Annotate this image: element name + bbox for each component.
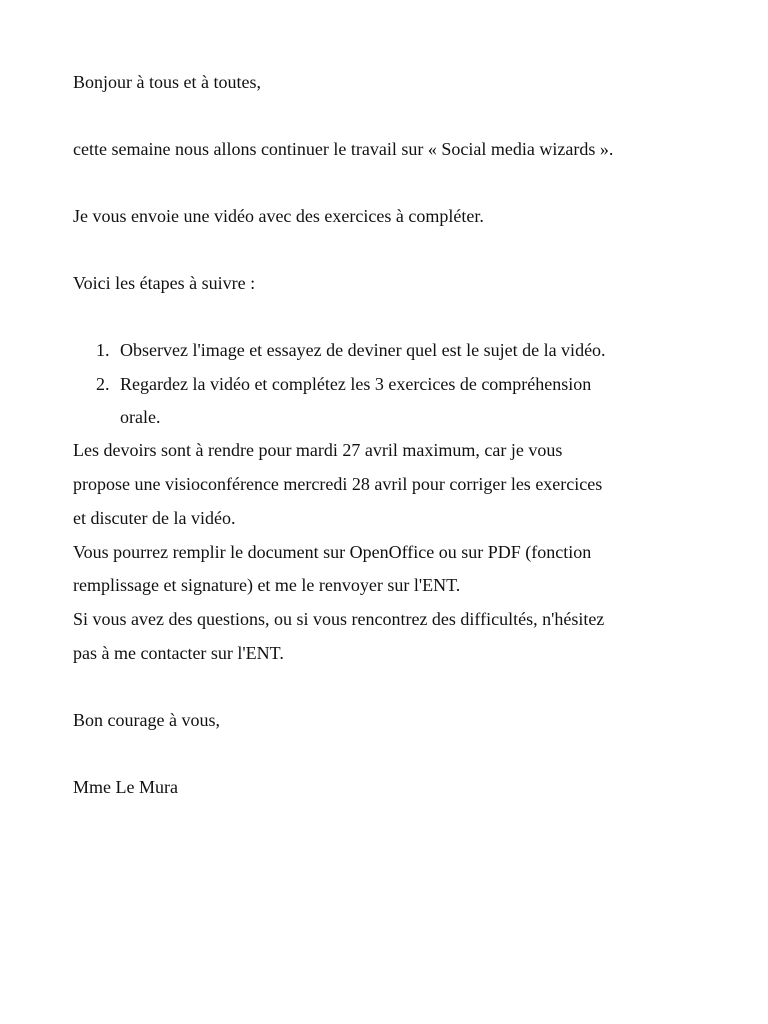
body-line: Si vous avez des questions, ou si vous rencontrez des difficultés, n'hésitez <box>73 609 605 629</box>
step-number: 2. <box>96 374 110 394</box>
intro-paragraph: cette semaine nous allons continuer le travail sur « Social media wizards ». <box>73 139 614 159</box>
signature: Mme Le Mura <box>73 777 178 797</box>
closing: Bon courage à vous, <box>73 710 220 730</box>
body-line: Vous pourrez remplir le document sur OpenOffice ou sur PDF (fonction <box>73 542 592 562</box>
body-line: Les devoirs sont à rendre pour mardi 27 avril maximum, car je vous <box>73 440 563 460</box>
step-number: 1. <box>96 340 110 360</box>
video-paragraph: Je vous envoie une vidéo avec des exercices à compléter. <box>73 206 484 226</box>
step-text: Observez l'image et essayez de deviner quel est le sujet de la vidéo. <box>120 340 606 360</box>
step-text-continued: orale. <box>120 407 161 427</box>
body-line: remplissage et signature) et me le renvoyer sur l'ENT. <box>73 575 461 595</box>
body-line: propose une visioconférence mercredi 28 avril pour corriger les exercices <box>73 474 603 494</box>
steps-intro: Voici les étapes à suivre : <box>73 273 256 293</box>
greeting: Bonjour à tous et à toutes, <box>73 72 261 92</box>
body-line: pas à me contacter sur l'ENT. <box>73 643 284 663</box>
body-line: et discuter de la vidéo. <box>73 508 236 528</box>
step-text: Regardez la vidéo et complétez les 3 exercices de compréhension <box>120 374 592 394</box>
